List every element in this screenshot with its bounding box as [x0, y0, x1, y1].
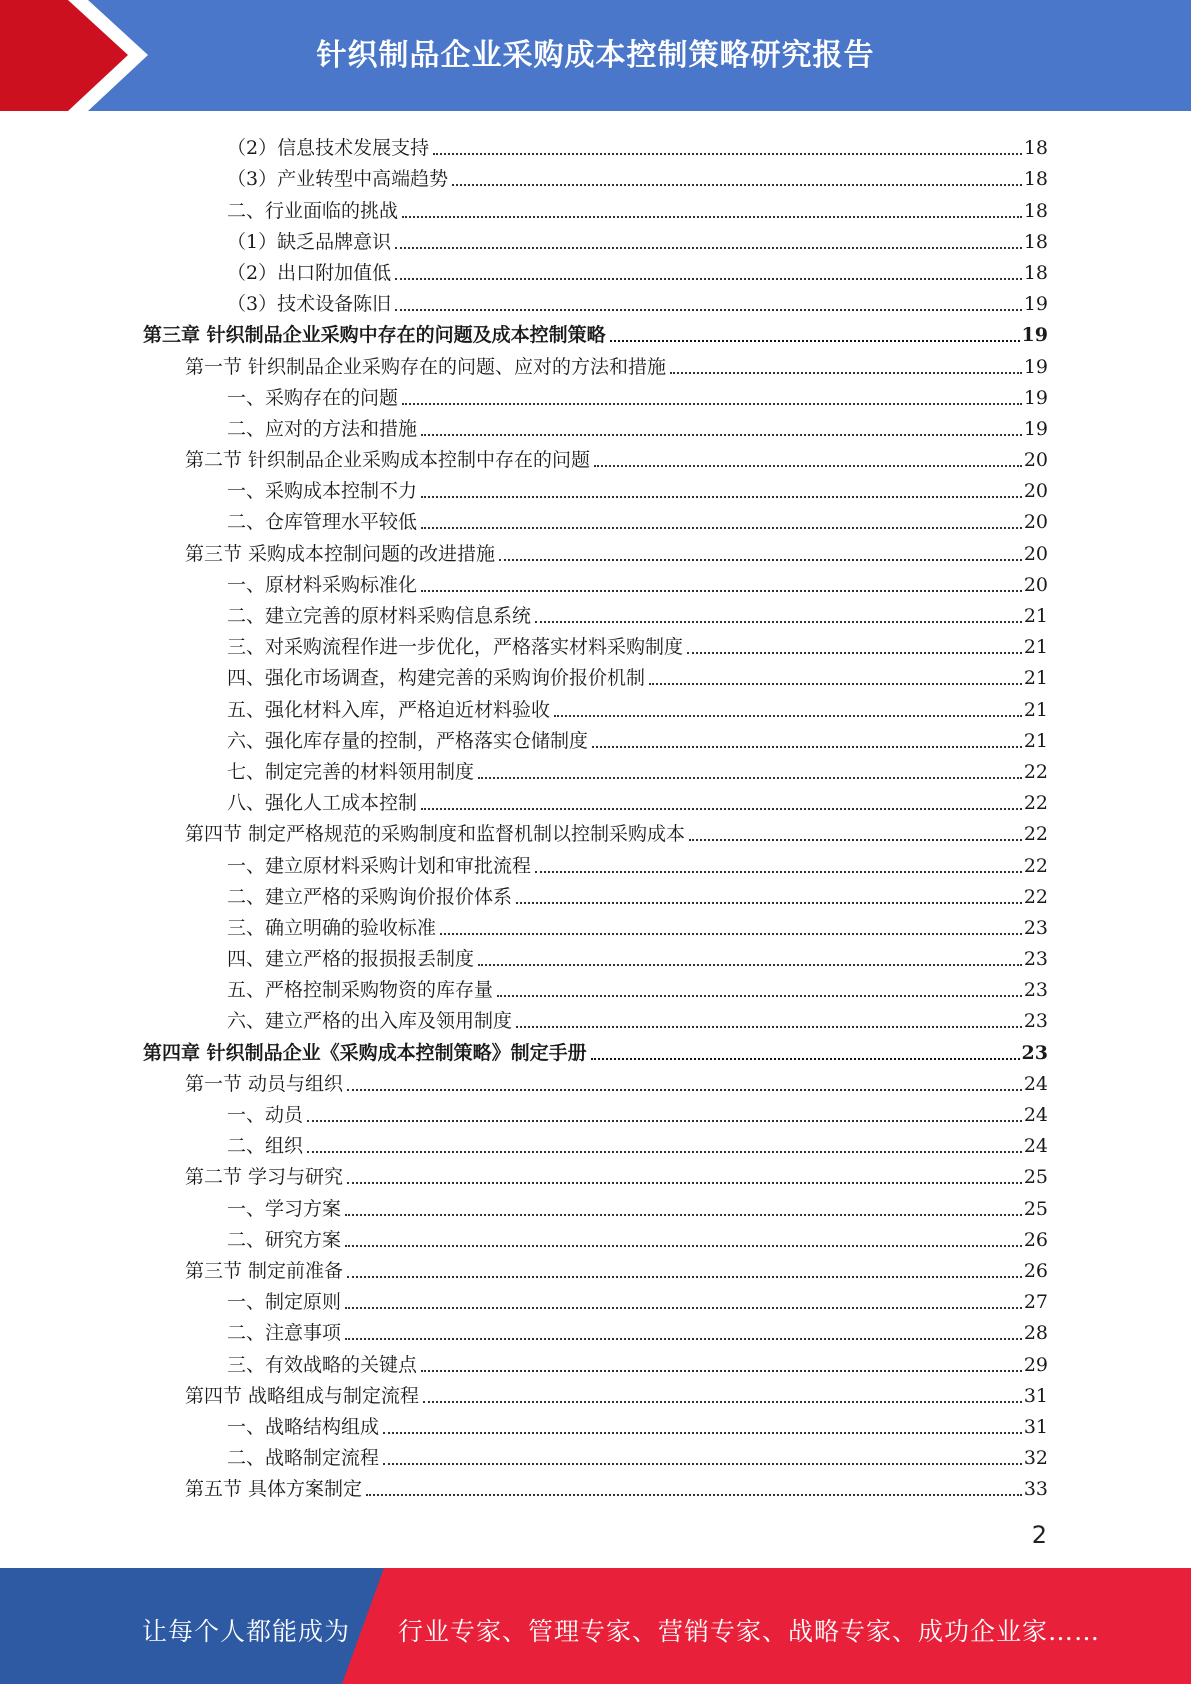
toc-entry-title: 第四章 针织制品企业《采购成本控制策略》制定手册 [143, 1041, 587, 1064]
toc-entry[interactable] [0, 721, 1191, 752]
toc-entry-page: 22 [1023, 760, 1048, 783]
toc-dot-leader [366, 1494, 1022, 1496]
toc-entry-page: 18 [1023, 261, 1048, 284]
toc-entry[interactable] [0, 845, 1191, 876]
toc-entry-page: 24 [1023, 1135, 1048, 1158]
toc-entry-title: （3）技术设备陈旧 [227, 293, 392, 316]
toc-dot-leader [383, 1463, 1022, 1465]
toc-dot-leader [421, 527, 1022, 529]
toc-entry[interactable] [0, 752, 1191, 783]
toc-entry[interactable] [0, 1157, 1191, 1188]
toc-entry-page: 23 [1023, 979, 1048, 1002]
toc-entry-title: 第四节 战略组成与制定流程 [185, 1384, 420, 1407]
toc-entry[interactable] [0, 1469, 1191, 1500]
toc-dot-leader [594, 465, 1022, 467]
toc-dot-leader [347, 1276, 1022, 1278]
toc-entry[interactable] [0, 315, 1191, 346]
footer-slogan-right: 行业专家、管理专家、营销专家、战略专家、成功企业家…… [398, 1617, 1101, 1646]
toc-dot-leader [345, 1307, 1022, 1309]
toc-dot-leader [592, 746, 1022, 748]
toc-entry-page: 22 [1023, 885, 1048, 908]
toc-entry-title: 二、行业面临的挑战 [227, 199, 399, 222]
toc-entry[interactable] [0, 596, 1191, 627]
toc-entry-title: 五、强化材料入库，严格迫近材料验收 [227, 698, 551, 721]
toc-entry-title: 一、战略结构组成 [227, 1415, 380, 1438]
toc-dot-leader [307, 1151, 1022, 1153]
toc-entry-page: 25 [1023, 1166, 1048, 1189]
toc-entry[interactable] [0, 908, 1191, 939]
toc-dot-leader [497, 995, 1022, 997]
toc-entry-page: 19 [1023, 386, 1048, 409]
toc-entry-page: 31 [1023, 1384, 1048, 1407]
toc-entry[interactable] [0, 970, 1191, 1001]
toc-entry-page: 19 [1023, 417, 1048, 440]
toc-entry-title: 第二节 学习与研究 [185, 1166, 344, 1189]
toc-entry[interactable] [0, 814, 1191, 845]
document-title: 针织制品企业采购成本控制策略研究报告 [316, 38, 875, 73]
toc-entry[interactable] [0, 1438, 1191, 1469]
toc-dot-leader [535, 871, 1022, 873]
toc-dot-leader [689, 839, 1022, 841]
toc-entry[interactable] [0, 1032, 1191, 1063]
toc-entry-title: 三、对采购流程作进一步优化，严格落实材料采购制度 [227, 636, 684, 659]
toc-dot-leader [347, 1182, 1022, 1184]
toc-entry-page: 21 [1023, 667, 1048, 690]
toc-entry[interactable] [0, 222, 1191, 253]
toc-entry-title: 一、采购成本控制不力 [227, 480, 418, 503]
toc-entry-title: 第二节 针织制品企业采购成本控制中存在的问题 [185, 449, 591, 472]
toc-dot-leader [421, 496, 1022, 498]
toc-entry-page: 21 [1023, 636, 1048, 659]
toc-dot-leader [535, 621, 1022, 623]
toc-dot-leader [383, 1432, 1022, 1434]
toc-entry-title: 二、建立完善的原材料采购信息系统 [227, 605, 532, 627]
toc-entry-page: 28 [1023, 1322, 1048, 1345]
toc-entry-page: 23 [1023, 916, 1048, 939]
toc-entry-title: 二、组织 [227, 1135, 304, 1158]
toc-entry-page: 26 [1023, 1228, 1048, 1251]
toc-entry-title: 五、严格控制采购物资的库存量 [227, 979, 494, 1002]
toc-entry-title: 一、动员 [227, 1104, 304, 1126]
toc-entry-title: （2）出口附加值低 [227, 261, 392, 284]
toc-entry[interactable] [0, 1126, 1191, 1157]
toc-dot-leader [345, 1245, 1022, 1247]
toc-entry-page: 21 [1023, 698, 1048, 721]
toc-entry[interactable] [0, 939, 1191, 970]
toc-entry-title: （3）产业转型中高端趋势 [227, 168, 449, 191]
toc-dot-leader [687, 652, 1022, 654]
toc-entry-title: 六、建立严格的出入库及领用制度 [227, 1010, 513, 1033]
toc-entry-page: 25 [1023, 1197, 1048, 1220]
toc-entry-page: 22 [1023, 854, 1048, 877]
toc-dot-leader [423, 1401, 1022, 1403]
toc-entry[interactable] [0, 440, 1191, 471]
toc-entry[interactable] [0, 190, 1191, 221]
toc-entry-title: 第四节 制定严格规范的采购制度和监督机制以控制采购成本 [185, 823, 686, 846]
toc-entry-page: 22 [1023, 792, 1048, 815]
toc-entry-page: 26 [1023, 1259, 1048, 1282]
footer-slogan-left: 让每个人都能成为 [142, 1617, 351, 1646]
toc-dot-leader [478, 777, 1022, 779]
toc-entry-page: 21 [1023, 605, 1048, 627]
toc-entry-title: （2）信息技术发展支持 [227, 137, 430, 160]
toc-entry-title: 二、研究方案 [227, 1228, 342, 1251]
toc-entry-page: 31 [1023, 1415, 1048, 1438]
toc-entry[interactable] [0, 1376, 1191, 1407]
toc-entry[interactable] [0, 533, 1191, 564]
toc-dot-leader [440, 933, 1022, 935]
toc-entry-title: 第三节 制定前准备 [185, 1259, 344, 1282]
page-header [0, 0, 1191, 111]
toc-entry-title: 七、制定完善的材料领用制度 [227, 760, 475, 783]
toc-entry[interactable] [0, 1064, 1191, 1095]
toc-entry[interactable] [0, 159, 1191, 190]
toc-entry[interactable] [0, 627, 1191, 658]
toc-entry-page: 20 [1023, 573, 1048, 596]
toc-entry-title: 一、制定原则 [227, 1291, 342, 1314]
toc-entry-title: 第一节 动员与组织 [185, 1072, 344, 1095]
toc-entry-page: 18 [1023, 199, 1048, 222]
toc-entry-page: 18 [1023, 230, 1048, 253]
toc-entry-page: 24 [1023, 1104, 1048, 1126]
toc-entry-title: 三、确立明确的验收标准 [227, 916, 437, 939]
toc-entry-page: 20 [1023, 511, 1048, 534]
toc-entry-page: 18 [1023, 168, 1048, 191]
toc-entry-title: 三、有效战略的关键点 [227, 1353, 418, 1376]
toc-entry[interactable] [0, 565, 1191, 596]
toc-entry-title: 二、战略制定流程 [227, 1447, 380, 1470]
toc-entry[interactable] [0, 1407, 1191, 1438]
toc-entry-page: 23 [1021, 1041, 1048, 1064]
toc-entry[interactable] [0, 253, 1191, 284]
toc-entry-title: 八、强化人工成本控制 [227, 792, 418, 815]
toc-dot-leader [395, 278, 1022, 280]
toc-entry-title: 四、强化市场调查，构建完善的采购询价报价机制 [227, 667, 646, 690]
toc-entry-title: 二、注意事项 [227, 1322, 342, 1345]
toc-entry-page: 20 [1023, 542, 1048, 565]
toc-dot-leader [499, 559, 1022, 561]
toc-entry-title: 二、仓库管理水平较低 [227, 511, 418, 534]
toc-entry-page: 18 [1023, 137, 1048, 160]
toc-entry-title: 第五节 具体方案制定 [185, 1478, 363, 1501]
toc-entry-page: 24 [1023, 1072, 1048, 1095]
toc-entry-page: 19 [1023, 355, 1048, 378]
toc-dot-leader [478, 964, 1022, 966]
toc-entry-page: 23 [1023, 1010, 1048, 1033]
toc-entry[interactable] [0, 378, 1191, 409]
toc-dot-leader [347, 1089, 1022, 1091]
toc-entry[interactable] [0, 1001, 1191, 1032]
toc-entry-title: 二、建立严格的采购询价报价体系 [227, 885, 513, 908]
toc-entry-page: 27 [1023, 1291, 1048, 1314]
toc-entry[interactable] [0, 284, 1191, 315]
toc-dot-leader [402, 403, 1022, 405]
toc-dot-leader [395, 247, 1022, 249]
toc-entry-page: 19 [1023, 293, 1048, 316]
toc-entry[interactable] [0, 502, 1191, 533]
toc-dot-leader [516, 902, 1022, 904]
toc-entry-page: 21 [1023, 729, 1048, 752]
toc-entry[interactable] [0, 689, 1191, 720]
toc-entry-title: （1）缺乏品牌意识 [227, 230, 392, 253]
toc-entry[interactable] [0, 658, 1191, 689]
toc-entry-title: 一、原材料采购标准化 [227, 573, 418, 596]
toc-dot-leader [421, 434, 1022, 436]
toc-dot-leader [649, 683, 1022, 685]
toc-entry-title: 第一节 针织制品企业采购存在的问题、应对的方法和措施 [185, 355, 667, 378]
toc-entry-title: 二、应对的方法和措施 [227, 417, 418, 440]
toc-entry-page: 32 [1023, 1447, 1048, 1470]
toc-entry[interactable] [0, 1188, 1191, 1219]
toc-entry[interactable] [0, 409, 1191, 440]
toc-dot-leader [433, 153, 1022, 155]
toc-dot-leader [421, 590, 1022, 592]
toc-entry-page: 22 [1023, 823, 1048, 846]
toc-entry[interactable] [0, 1251, 1191, 1282]
toc-dot-leader [402, 216, 1022, 218]
toc-dot-leader [345, 1338, 1022, 1340]
toc-entry-title: 第三章 针织制品企业采购中存在的问题及成本控制策略 [143, 324, 606, 347]
toc-entry-page: 29 [1023, 1353, 1048, 1376]
toc-entry[interactable] [0, 877, 1191, 908]
toc-dot-leader [591, 1058, 1020, 1060]
toc-entry[interactable] [0, 471, 1191, 502]
toc-dot-leader [670, 372, 1022, 374]
toc-entry[interactable] [0, 1220, 1191, 1251]
toc-dot-leader [307, 1120, 1022, 1122]
toc-entry-page: 33 [1023, 1478, 1048, 1501]
toc-dot-leader [554, 715, 1022, 717]
toc-entry-page: 20 [1023, 449, 1048, 472]
toc-entry[interactable] [0, 1344, 1191, 1375]
toc-entry[interactable] [0, 346, 1191, 377]
toc-dot-leader [345, 1214, 1022, 1216]
toc-dot-leader [395, 309, 1022, 311]
toc-entry[interactable] [0, 1313, 1191, 1344]
toc-dot-leader [421, 1370, 1022, 1372]
table-of-contents [0, 128, 1191, 1500]
toc-entry-page: 23 [1023, 948, 1048, 971]
toc-entry-title: 四、建立严格的报损报丢制度 [227, 948, 475, 971]
toc-entry[interactable] [0, 128, 1191, 159]
toc-entry-page: 19 [1021, 324, 1048, 347]
toc-entry-title: 六、强化库存量的控制，严格落实仓储制度 [227, 729, 589, 752]
page-number: 2 [1031, 1521, 1047, 1549]
toc-entry-page: 20 [1023, 480, 1048, 503]
toc-entry[interactable] [0, 1282, 1191, 1313]
toc-dot-leader [421, 808, 1022, 810]
toc-entry-title: 一、采购存在的问题 [227, 386, 399, 409]
toc-dot-leader [452, 184, 1022, 186]
toc-dot-leader [610, 340, 1020, 342]
toc-entry-title: 一、学习方案 [227, 1197, 342, 1220]
page-footer [0, 1568, 1191, 1684]
toc-entry[interactable] [0, 1095, 1191, 1126]
toc-entry[interactable] [0, 783, 1191, 814]
toc-dot-leader [516, 1026, 1022, 1028]
toc-entry-title: 第三节 采购成本控制问题的改进措施 [185, 542, 496, 565]
toc-entry-title: 一、建立原材料采购计划和审批流程 [227, 854, 532, 877]
